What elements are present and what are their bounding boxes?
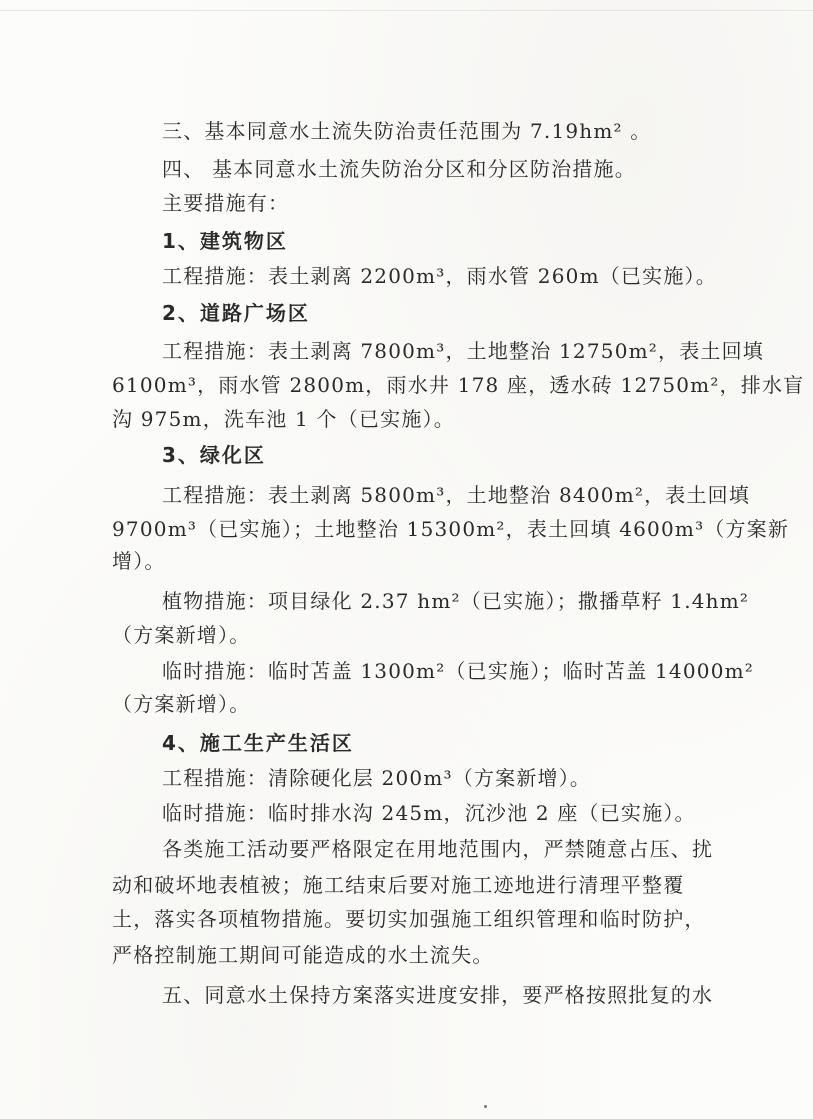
- scan-top-edge: [0, 10, 813, 11]
- construction-paragraph-line-2: 动和破坏地表植被；施工结束后要对施工迹地进行清理平整覆: [112, 873, 685, 897]
- zone-3-temporary-line-1: 临时措施：临时苫盖 1300m²（已实施）；临时苫盖 14000m²: [162, 659, 755, 683]
- zone-2-heading: 2、道路广场区: [162, 301, 310, 325]
- zone-2-engineering-line-3: 沟 975m，洗车池 1 个（已实施）。: [112, 407, 455, 431]
- zone-2-engineering-line-2: 6100m³，雨水管 2800m，雨水井 178 座，透水砖 12750m²，排水盲: [112, 373, 805, 397]
- zone-3-vegetation-line-1: 植物措施：项目绿化 2.37 hm²（已实施）；撒播草籽 1.4hm²: [162, 589, 750, 613]
- zone-2-engineering-line-1: 工程措施：表土剥离 7800m³，土地整治 12750m²，表土回填: [162, 339, 765, 363]
- zone-3-temporary-line-2: （方案新增）。: [112, 692, 251, 716]
- main-measures-label: 主要措施有：: [162, 191, 290, 215]
- construction-paragraph-line-3: 土，落实各项植物措施。要切实加强施工组织管理和临时防护，: [112, 907, 706, 931]
- zone-4-heading: 4、施工生产生活区: [162, 731, 354, 755]
- construction-paragraph-line-1: 各类施工活动要严格限定在用地范围内，严禁随意占压、扰: [162, 837, 714, 861]
- item-5-schedule: 五、同意水土保持方案落实进度安排，要严格按照批复的水: [162, 983, 714, 1007]
- zone-3-engineering-line-2: 9700m³（已实施）；土地整治 15300m²，表土回填 4600m³（方案新: [112, 517, 790, 541]
- zone-3-vegetation-line-2: （方案新增）。: [112, 623, 251, 647]
- item-4-zoning: 四、 基本同意水土流失防治分区和分区防治措施。: [162, 157, 636, 181]
- zone-4-engineering-measures: 工程措施：清除硬化层 200m³（方案新增）。: [162, 766, 592, 790]
- zone-4-temporary-measures: 临时措施：临时排水沟 245m，沉沙池 2 座（已实施）。: [162, 801, 696, 825]
- zone-1-engineering-measures: 工程措施：表土剥离 2200m³，雨水管 260m（已实施）。: [162, 264, 717, 288]
- zone-1-heading: 1、建筑物区: [162, 229, 288, 253]
- scan-speck: [484, 1105, 487, 1108]
- item-3-responsibility-scope: 三、基本同意水土流失防治责任范围为 7.19hm² 。: [162, 119, 652, 143]
- construction-paragraph-line-4: 严格控制施工期间可能造成的水土流失。: [112, 943, 494, 967]
- zone-3-engineering-line-3: 增）。: [112, 549, 166, 573]
- zone-3-engineering-line-1: 工程措施：表土剥离 5800m³，土地整治 8400m²，表土回填: [162, 483, 751, 507]
- zone-3-heading: 3、绿化区: [162, 443, 266, 467]
